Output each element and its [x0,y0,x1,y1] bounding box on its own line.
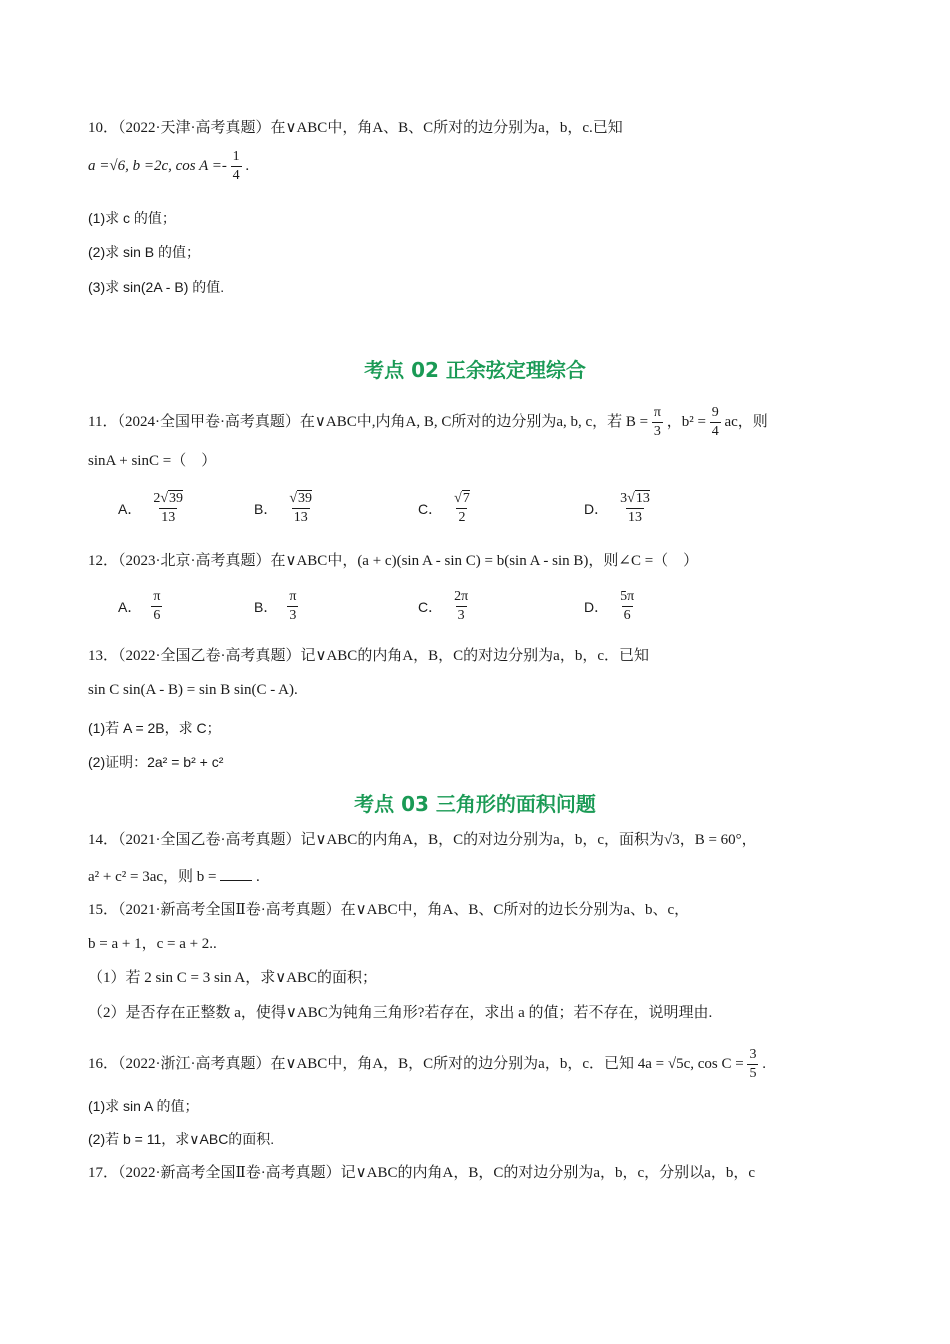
q11-option-b-label: B． [254,500,278,517]
q11-b-fraction [652,404,663,441]
q15-stem: 15．（2021·新高考全国Ⅱ卷·高考真题）在∨ABC中，角A、B、C所对的边长分别为a、b、c， [88,902,690,918]
q10-fraction [231,148,242,185]
q10-stem: 10．（2022·天津·高考真题）在∨ABC中，角A、B、C所对的边分别为a，b，c.已知 [88,120,623,136]
q11-option-d [584,490,652,527]
q12-option-b-fraction [287,588,298,625]
section-heading-kp03: 考点 03 三角形的面积问题 [354,792,596,816]
q12-option-d-label: D． [584,598,609,615]
q11-question: sinA + sinC =（ ） [88,453,217,469]
q15-condition: b = a + 1，c = a + 2.. [88,936,217,952]
q13-stem: 13．（2022·全国乙卷·高考真题）记∨ABC的内角A，B，C的对边分别为a，b，c．已知 [88,648,649,664]
q11-option-a [118,490,185,527]
q11-option-c-radicand: 7 [462,491,470,506]
q12-option-c-den: 3 [457,608,465,623]
q12-stem: 12．（2023·北京·高考真题）在∨ABC中，(a + c)(sin A - sin C) = b(sin A - sin B)，则∠C =（ ） [88,553,699,569]
q11-ac-num: 9 [711,405,719,420]
q16-cos-den: 5 [749,1066,757,1081]
q13-condition: sin C sin(A - B) = sin B sin(C - A). [88,682,298,698]
q12-option-b-num: π [289,589,297,604]
q11-option-a-label: A． [118,500,142,517]
q12-option-d-num: 5π [620,589,635,604]
q12-option-a [118,588,162,625]
q10-fraction-den: 4 [232,168,240,183]
q15-part1: （1）若 2 sin C = 3 sin A，求∨ABC的面积； [88,970,378,986]
q11-option-d-radicand: 13 [635,491,650,506]
q11-option-a-coef: 2 [153,491,161,506]
q10-part1: (1)求 c 的值； [88,210,176,226]
q12-option-d-fraction [618,588,636,625]
q11-option-d-num: 3√13 [620,491,650,506]
q11-b-den: 3 [653,424,661,439]
q12-option-d-den: 6 [623,608,631,623]
q12-option-a-den: 6 [153,608,161,623]
q11-option-c-label: C． [418,500,443,517]
q10-part3: (3)求 sin(2A - B) 的值. [88,279,225,295]
q11-ac-fraction [710,404,721,441]
q11-option-c-num: √7 [454,491,470,506]
q16-stem-end: . [762,1055,766,1072]
q11-stem-a: 11．（2024·全国甲卷·高考真题）在∨ABC中,内角A, B, C所对的边分别为a, b, c，若 B = [88,413,649,430]
q11-option-a-fraction [151,490,185,527]
q10-condition-text: a =√6, b =2c, cos A =- [88,157,227,174]
q12-option-a-fraction [151,588,162,625]
q11-option-a-den: 13 [161,510,176,525]
q12-option-a-label: A． [118,598,142,615]
q17-stem: 17．（2022·新高考全国Ⅱ卷·高考真题）记∨ABC的内角A，B，C的对边分别为a，b，c，分别以a，b，c [88,1165,755,1181]
q11-option-d-den: 13 [627,510,642,525]
q12-option-b-label: B． [254,598,278,615]
q16-cos-fraction [747,1046,758,1083]
q12-option-b-den: 3 [289,608,297,623]
q12-option-c-fraction [452,588,470,625]
q10-condition [88,148,249,185]
q11-option-d-coef: 3 [620,491,628,506]
q14-answer-blank [220,866,252,881]
q16-part1: (1)求 sin A 的值； [88,1098,199,1114]
q11-b-num: π [653,405,661,420]
q12-option-c [418,588,470,625]
q13-part2: (2)证明：2a² = b² + c² [88,754,224,770]
q14-condition-text: a² + c² = 3ac，则 b = [88,869,217,885]
q15-part2: （2）是否存在正整数 a，使得∨ABC为钝角三角形?若存在，求出 a 的值；若不存在，说明理由. [88,1005,713,1021]
q10-fraction-num: 1 [232,149,240,164]
q11-option-c [418,490,472,527]
q16-cos-num: 3 [749,1047,757,1062]
q11-stem-b: ，b² = [666,413,706,430]
q16-stem [88,1046,766,1083]
q11-option-a-radicand: 39 [169,491,184,506]
q11-option-c-den: 2 [458,510,466,525]
q11-option-b-radicand: 39 [298,491,313,506]
q12-option-c-label: C． [418,598,443,615]
q11-option-b-num: √39 [289,491,313,506]
q11-stem-c: ac，则 [724,413,768,430]
q11-option-b-fraction [287,490,314,527]
q11-option-d-fraction [618,490,652,527]
q16-part2: (2)若 b = 11，求∨ABC的面积. [88,1131,275,1147]
q12-option-d [584,588,636,625]
section-heading-kp02: 考点 02 正余弦定理综合 [364,358,586,382]
q11-option-d-label: D． [584,500,609,517]
q12-option-c-num: 2π [454,589,469,604]
q14-condition-end: . [256,869,260,885]
q10-condition-end: . [245,157,250,174]
q14-condition [88,866,260,887]
q11-option-b [254,490,314,527]
q13-part1: (1)若 A = 2B，求 C； [88,720,221,736]
q14-stem: 14．（2021·全国乙卷·高考真题）记∨ABC的内角A，B，C的对边分别为a，b，c，面积为√3，B = 60°， [88,832,757,848]
q11-ac-den: 4 [711,424,719,439]
q11-option-a-num: 2√39 [153,491,184,506]
q12-option-a-num: π [153,589,161,604]
q11-option-c-fraction [452,490,472,527]
q11-stem [88,404,768,441]
q16-stem-text: 16．（2022·浙江·高考真题）在∨ABC中，角A，B，C所对的边分别为a，b，c．已知 4a = √5c, cos C = [88,1055,744,1072]
q10-part2: (2)求 sin B 的值； [88,244,201,260]
q11-option-b-den: 13 [293,510,308,525]
q12-option-b [254,588,298,625]
